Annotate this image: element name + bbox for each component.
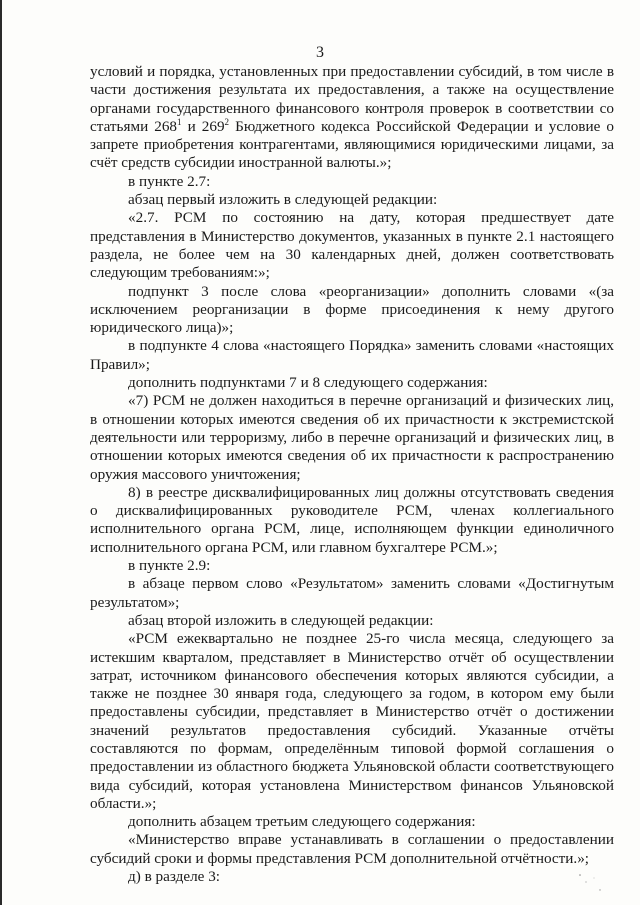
paragraph: дополнить подпунктами 7 и 8 следующего содержания: [128, 374, 488, 392]
paragraph: дополнить абзацем третьим следующего содержания: [128, 813, 476, 831]
paragraph: абзац первый изложить в следующей редакции: [128, 191, 438, 209]
paragraph: в пункте 2.9: [128, 557, 211, 575]
document-body [90, 63, 614, 886]
superscript: 2 [224, 116, 230, 127]
paragraph: в абзаце первом слово «Результатом» заменить словами «Достигнутым результатом»; [90, 575, 614, 611]
scan-specks [560, 860, 620, 900]
superscript: 1 [177, 116, 182, 127]
paragraph: подпункт 3 после слова «реорганизации» дополнить словами «(за исключением реорганизации в форме присоединения к нему другого юридического лица)»; [90, 282, 614, 337]
paragraph: в пункте 2.7: [128, 172, 211, 190]
paragraph: «7) РСМ не должен находиться в перечне организаций и физических лиц, в отношении которых имеются сведения об их причастности к экстремистской деятельности или терроризму, либо в перечне организаций и физических лиц, в отношении которых имеются сведения об их причастности к распространению оружия массового уничтожения; [90, 392, 614, 483]
paragraph-text: Бюджетного кодекса Российской Федерации и условие о запрете приобретения контрагентами, являющимися юридическими лицами, за счёт средств субсидии иностранной валюты.»; [90, 117, 614, 172]
paragraph: д) в разделе 3: [128, 868, 221, 886]
paragraph: «РСМ ежеквартально не позднее 25-го числа месяца, следующего за истекшим кварталом, представляет в Министерство отчёт об осуществлении затрат, источником финансового обеспечения которых являются субсидии, а также не позднее 30 января года, следующего за годом, в котором ему были предоставлены субсидии, представляет в Министерство отчёт о достижении значений результатов предоставления субсидий. Указанные отчёты составляются по формам, определённым типовой формой соглашения о предоставлении из областного бюджета Ульяновской области соответствующего вида субсидий, которая установлена Министерством финансов Ульяновской области.»; [90, 630, 614, 812]
paragraph: «Министерство вправе устанавливать в соглашении о предоставлении субсидий сроки и формы представления РСМ дополнительной отчётности.»; [90, 831, 614, 867]
paragraph-continuation [90, 63, 614, 173]
paragraph: 8) в реестре дисквалифицированных лиц должны отсутствовать сведения о дисквалифицированных руководителе РСМ, членах коллегиального исполнительного органа РСМ, лице, исполняющем функции единоличного исполнительного органа РСМ, или главном бухгалтере РСМ.»; [90, 483, 614, 556]
paragraph: в подпункте 4 слова «настоящего Порядка» заменить словами «настоящих Правил»; [90, 337, 614, 373]
page-number: 3 [316, 44, 324, 61]
paragraph: абзац второй изложить в следующей редакции: [128, 611, 434, 629]
paragraph-text: условий и порядка, установленных при предоставлении субсидий, в том числе в части достижения результата их предоставления, а также на осуществление органами государственного финансового контроля проверок в соответствии со статьями 268 [90, 63, 614, 135]
scan-binding-edge [0, 0, 2, 905]
paragraph-text: и 269 [181, 117, 225, 135]
paragraph: «2.7. РСМ по состоянию на дату, которая предшествует дате представления в Министерство документов, указанных в пункте 2.1 настоящего раздела, не более чем на 30 календарных дней, должен соответствовать следующим требованиям:»; [90, 209, 614, 282]
